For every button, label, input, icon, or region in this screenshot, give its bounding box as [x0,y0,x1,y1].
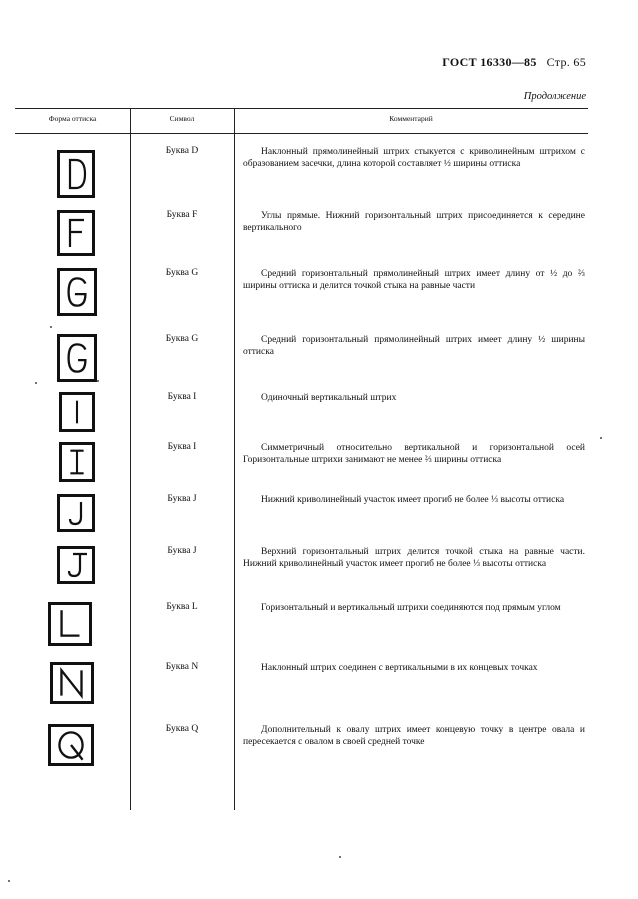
symbol-cell: Буква I [167,442,197,452]
letter-f-icon [57,210,95,256]
scan-speck [50,326,52,328]
page-number: Стр. 65 [546,55,586,69]
comment-cell: Одиночный вертикальный штрих [261,393,397,403]
letter-g-icon [57,268,97,316]
comment-cell: Средний горизонтальный прямолинейный штрих имеет длину от ½ до ⅔ ширины оттиска и делится точкой стыка на равные части [243,269,585,291]
table-head-rule [15,133,588,134]
letter-j-icon [57,494,95,532]
comment-cell: Нижний криволинейный участок имеет прогиб не более ⅓ высоты оттиска [261,495,565,505]
scan-speck [8,880,10,882]
letter-g-alt-icon [57,334,97,382]
symbol-cell: Буква N [165,662,199,672]
letter-q-icon [48,724,94,766]
column-divider [234,108,235,810]
symbol-cell: Буква Q [165,724,199,734]
doc-number: ГОСТ 16330—85 [442,55,537,69]
comment-cell: Наклонный штрих соединен с вертикальными в их концевых точках [261,663,538,673]
symbol-cell: Буква D [165,146,199,156]
comment-cell: Наклонный прямолинейный штрих стыкуется с криволинейным штрихом с образованием засечки, длина которой составляет ½ ширины оттиска [243,147,585,169]
symbol-cell: Буква G [165,268,199,278]
comment-cell: Средний горизонтальный прямолинейный штрих имеет длину ½ ширины оттиска [243,335,585,357]
letter-d-icon [57,150,95,198]
comment-cell: Дополнительный к овалу штрих имеет концевую точку в центре овала и пересекается с овалом в своей средней точке [243,725,585,747]
symbol-cell: Буква I [167,392,197,402]
letter-i-icon [59,392,95,432]
continuation-label: Продолжение [523,91,586,102]
comment-cell: Горизонтальный и вертикальный штрихи соединяются под прямым углом [261,603,561,613]
symbol-cell: Буква J [167,494,197,504]
letter-n-icon [50,662,94,704]
table-top-rule [15,108,588,109]
letter-j-serif-icon [57,546,95,584]
comment-cell: Углы прямые. Нижний горизонтальный штрих присоединяется к середине вертикального [243,211,585,233]
page-header [442,55,586,70]
symbol-cell: Буква F [166,210,198,220]
comment-cell: Симметричный относительно вертикальной и горизонтальной осей Горизонтальные штрихи занимают не менее ⅔ ширины оттиска [243,443,585,465]
scan-speck [97,380,99,382]
column-header-form: Форма оттиска [48,114,97,123]
letter-i-serif-icon [59,442,95,482]
symbol-cell: Буква J [167,546,197,556]
scan-speck [600,437,602,439]
column-header-symbol: Символ [169,114,195,123]
letter-l-icon [48,602,92,646]
column-header-comment: Комментарий [389,114,433,123]
scan-speck [339,856,341,858]
scan-speck [35,382,37,384]
symbol-cell: Буква G [165,334,199,344]
comment-cell: Верхний горизонтальный штрих делится точкой стыка на равные части. Нижний криволинейный участок имеет прогиб не более ⅓ высоты оттиска [243,547,585,569]
symbol-cell: Буква L [166,602,198,612]
